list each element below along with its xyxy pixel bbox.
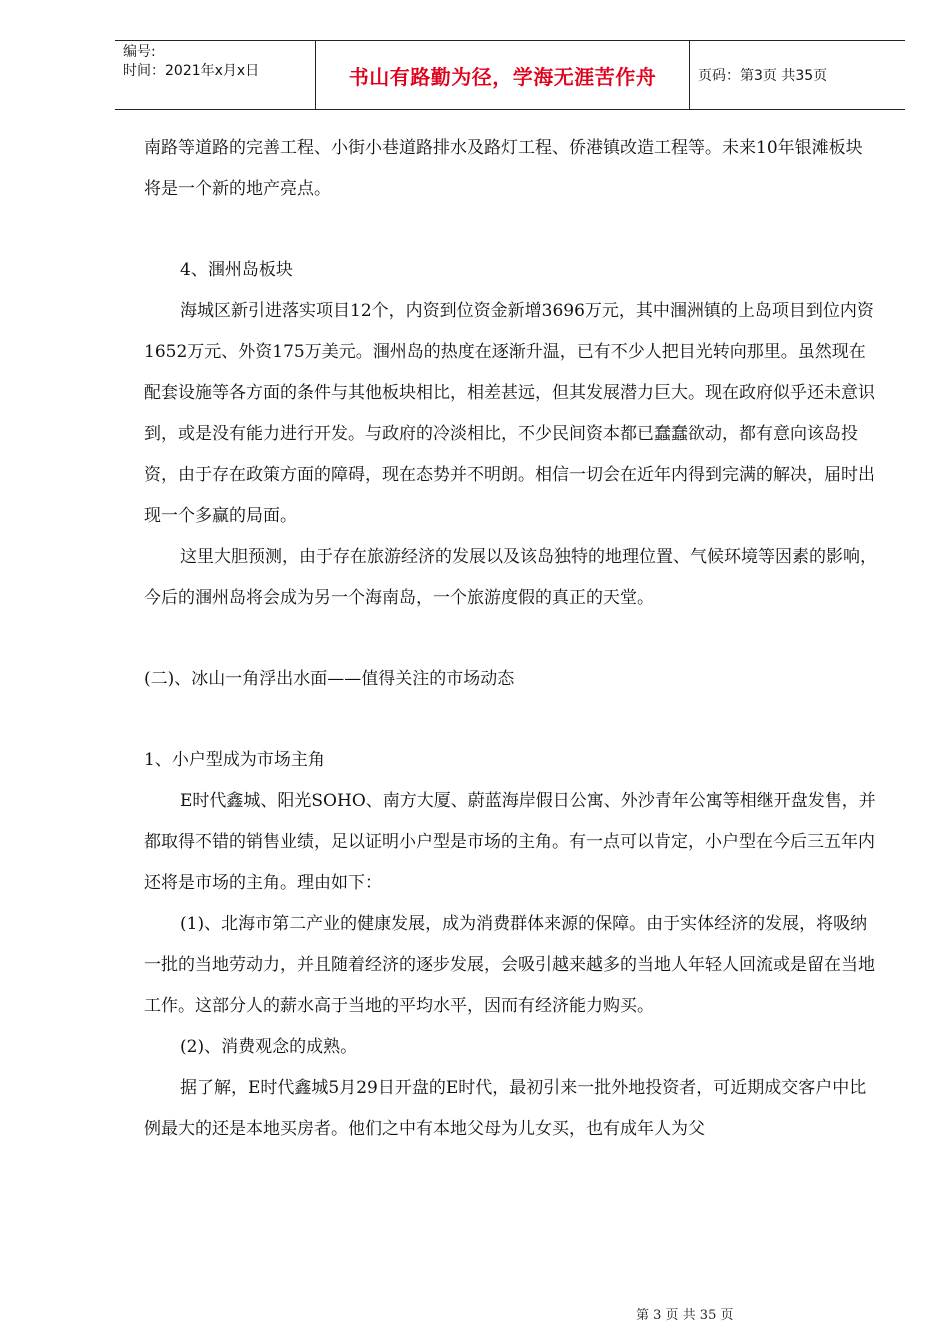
header-meta-cell xyxy=(115,41,316,109)
paragraph-buyers: 据了解，E时代鑫城5月29日开盘的E时代，最初引来一批外地投资者，可近期成交客户中比例最大的还是本地买房者。他们之中有本地父母为儿女买，也有成年人为父 xyxy=(144,1078,867,1139)
page-footer: 第 3 页 共 35 页 xyxy=(636,1308,734,1323)
heading-small-units: 1、小户型成为市场主角 xyxy=(144,750,325,770)
header-motto: 书山有路勤为径，学海无涯苦作舟 xyxy=(316,41,690,109)
heading-section-two: (二)、冰山一角浮出水面——值得关注的市场动态 xyxy=(144,669,515,689)
paragraph-weizhou-investment: 海城区新引进落实项目12个，内资到位资金新增3696万元，其中涠洲镇的上岛项目到位内资1652万元、外资175万美元。涠州岛的热度在逐渐升温，已有不少人把目光转向那里。虽然现在配套设施等各方面的条件与其他板块相比，相差甚远，但其发展潜力巨大。现在政府似乎还未意识到，或是没有能力进行开发。与政府的冷淡相比，不少民间资本都已蠢蠢欲动，都有意向该岛投资，由于存在政策方面的障碍，现在态势并不明朗。相信一切会在近年内得到完满的解决，届时出现一个多赢的局面。 xyxy=(144,301,875,526)
paragraph-small-units-intro: E时代鑫城、阳光SOHO、南方大厦、蔚蓝海岸假日公寓、外沙青年公寓等相继开盘发售，并都取得不错的销售业绩，足以证明小户型是市场的主角。有一点可以肯定，小户型在今后三五年内还将是市场的主角。理由如下： xyxy=(144,791,876,893)
heading-weizhou-island: 4、涠州岛板块 xyxy=(180,260,293,280)
header-page-info: 页码：第3页 共35页 xyxy=(698,68,828,84)
paragraph-weizhou-forecast: 这里大胆预测，由于存在旅游经济的发展以及该岛独特的地理位置、气候环境等因素的影响，今后的涠州岛将会成为另一个海南岛，一个旅游度假的真正的天堂。 xyxy=(144,547,877,608)
document-body xyxy=(144,128,878,1150)
document-time-label: 时间：2021年x月x日 xyxy=(123,63,260,79)
document-number-label: 编号: xyxy=(123,44,156,60)
paragraph-reason-two: (2)、消费观念的成熟。 xyxy=(180,1037,358,1057)
paragraph-yintan-continued: 南路等道路的完善工程、小街小巷道路排水及路灯工程、侨港镇改造工程等。未来10年银滩板块将是一个新的地产亮点。 xyxy=(144,138,863,199)
page-header xyxy=(115,40,905,110)
paragraph-reason-one: (1)、北海市第二产业的健康发展，成为消费群体来源的保障。由于实体经济的发展，将吸纳一批的当地劳动力，并且随着经济的逐步发展，会吸引越来越多的当地人年轻人回流或是留在当地工作。这部分人的薪水高于当地的平均水平，因而有经济能力购买。 xyxy=(144,914,875,1016)
